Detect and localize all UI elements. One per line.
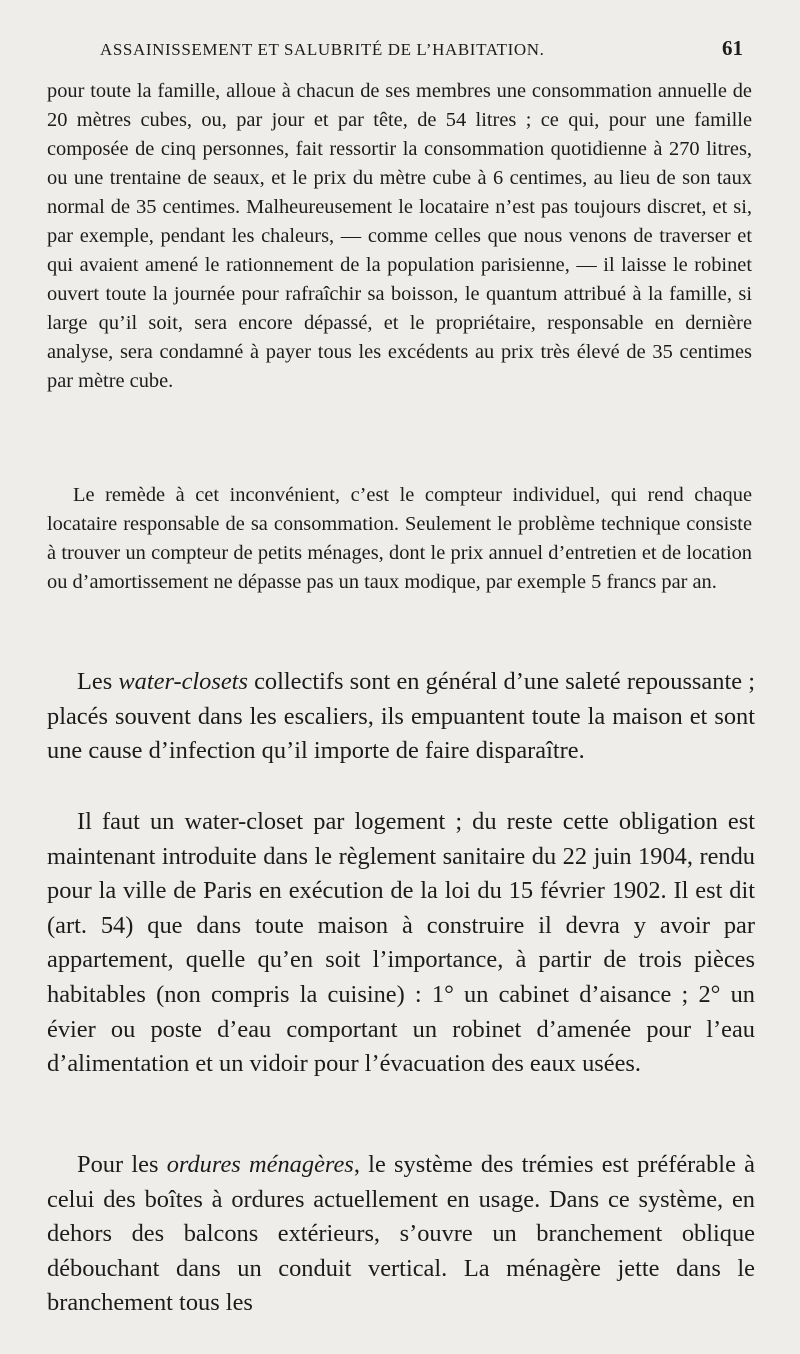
paragraph-individual-meter: Le remède à cet inconvénient, c’est le compteur individuel, qui rend chaque locataire responsable de sa consommation. Seulement le problème technique consiste à trouver un compteur de petits ménages, dont le prix annuel d’entretien et de location ou d’amortissement ne dépasse pas un taux modique, par exemple 5 francs par an.	[47, 484, 752, 593]
large-print-block-3	[47, 1148, 755, 1321]
p3-text-end: collectifs sont en général d’une saleté repoussante ; placés souvent dans les escaliers, ils empuantent toute la maison et sont une cause d’infection qu’il importe de faire disparaître.	[47, 668, 755, 765]
p3-text-start: Les	[77, 668, 119, 695]
paragraph-water-consumption: pour toute la famille, alloue à chacun de ses membres une consommation annuelle de 20 mètres cubes, ou, par jour et par tête, de 54 litres ; ce qui, pour une famille composée de cinq personnes, fait ressortir la consommation quotidienne à 270 litres, ou une trentaine de seaux, et le prix du mètre cube à 6 centimes, au lieu de son taux normal de 35 centimes. Malheureusement le locataire n’est pas toujours discret, et si, par exemple, pendant les chaleurs, — comme celles que nous venons de traverser et qui avaient amené le rationnement de la population parisienne, — il laisse le robinet ouvert toute la journée pour rafraîchir sa boisson, le quantum attribué à la famille, si large qu’il soit, sera encore dépassé, et le propriétaire, responsable en dernière analyse, sera condamné à payer tous les excédents au prix très élevé de 35 centimes par mètre cube.	[47, 80, 752, 392]
small-print-block-1	[47, 77, 752, 396]
page-header	[100, 36, 743, 61]
small-print-block-2	[47, 481, 752, 597]
paragraph-regulation: Il faut un water-closet par logement ; du reste cette obligation est maintenant introduite dans le règlement sanitaire du 22 juin 1904, rendu pour la ville de Paris en exécution de la loi du 15 février 1902. Il est dit (art. 54) que dans toute maison à construire il devra y avoir par appartement, quelle qu’en soit l’importance, à partir de trois pièces habitables (non compris la cuisine) : 1° un cabinet d’aisance ; 2° un évier ou poste d’eau comportant un robinet d’amenée pour l’eau d’alimentation et un vidoir pour l’évacuation des eaux usées.	[47, 808, 755, 1078]
running-title: ASSAINISSEMENT ET SALUBRITÉ DE L’HABITATION.	[100, 40, 545, 59]
p5-italic-term: ordures ménagères	[166, 1151, 354, 1178]
page-number: 61	[722, 36, 743, 60]
large-print-block-2	[47, 805, 755, 1082]
p5-text-end: , le système des trémies est préférable à celui des boîtes à ordures actuellement en usage. Dans ce système, en dehors des balcons extérieurs, s’ouvre un branchement oblique débouchant dans un conduit vertical. La ménagère jette dans le branchement tous les	[47, 1151, 755, 1317]
p3-italic-term: water-closets	[118, 668, 248, 695]
paragraph-household-waste	[47, 1148, 755, 1321]
p5-text-start: Pour les	[77, 1151, 167, 1178]
large-print-block-1	[47, 665, 755, 769]
paragraph-water-closets	[47, 665, 755, 769]
